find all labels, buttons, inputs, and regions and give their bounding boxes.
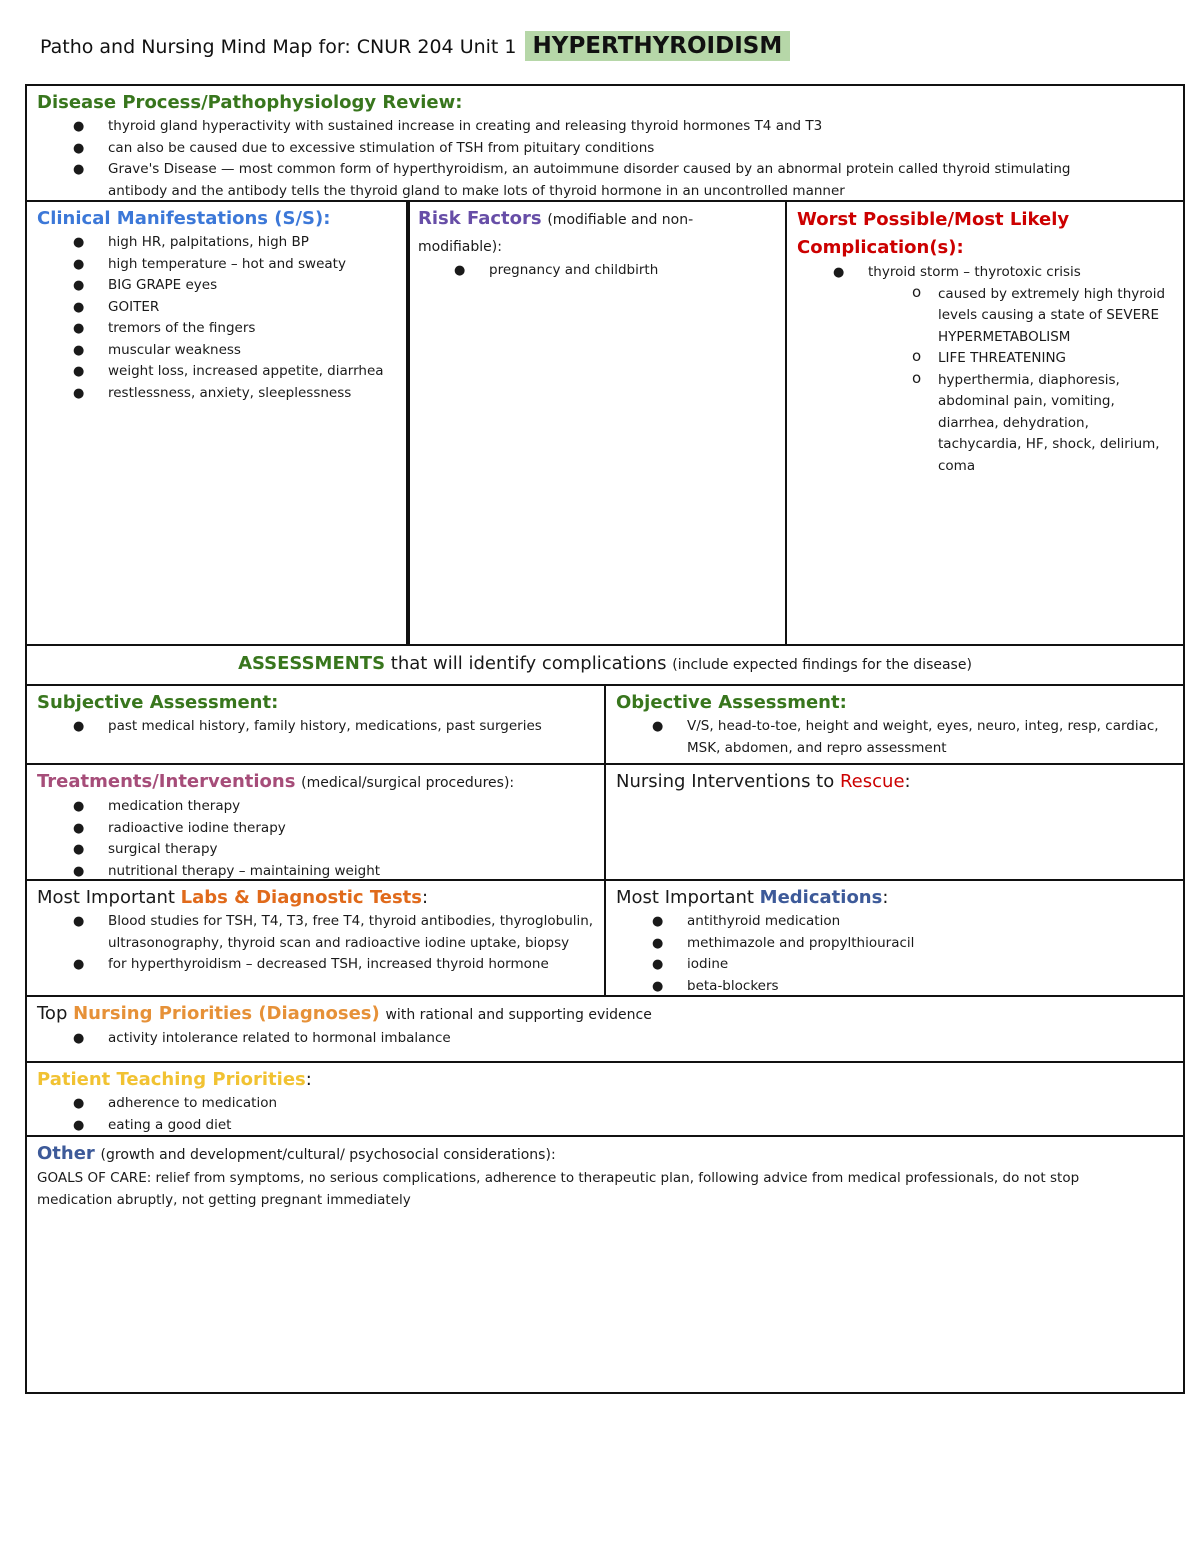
list-item: ● pregnancy and childbirth (418, 260, 775, 282)
meds-heading (616, 885, 1173, 911)
list-item: ● adherence to medication (37, 1093, 1173, 1115)
list-item: ● Grave's Disease — most common form of hyperthyroidism, an autoimmune disorder caused by an abnormal protein called thyroid stimulating antibody and the antibody tells the thyroid gland to make lots of thyroid hormone in an uncontrolled manner (37, 159, 1173, 202)
list-item: ● eating a good diet (37, 1115, 1173, 1137)
labs-word: Labs & Diagnostic Tests (180, 887, 422, 908)
assessments-sub: (include expected findings for the disease) (672, 657, 972, 673)
medications-section (604, 879, 1185, 997)
treatments-heading-line (37, 769, 594, 796)
list-item: ● can also be caused due to excessive stimulation of TSH from pituitary conditions (37, 138, 1173, 160)
list-item: ● surgical therapy (37, 839, 594, 861)
treatments-heading: Treatments/Interventions (37, 771, 296, 792)
list-item: ● medication therapy (37, 796, 594, 818)
list-item: ● iodine (616, 954, 1173, 976)
list-item: ● activity intolerance related to hormonal imbalance (37, 1028, 1173, 1050)
teaching-suffix: : (305, 1069, 312, 1090)
objective-heading: Objective Assessment: (616, 692, 847, 713)
list-item: ● past medical history, family history, medications, past surgeries (37, 716, 594, 738)
list-subitem: o LIFE THREATENING (867, 348, 1173, 370)
list-item: ● nutritional therapy – maintaining weight (37, 861, 594, 882)
rescue-prefix: Nursing Interventions to (616, 771, 835, 792)
treatments-subheading: (medical/surgical procedures): (301, 775, 515, 791)
page-title (40, 30, 790, 63)
objective-assessment-section (604, 684, 1185, 765)
treatments-section (25, 763, 606, 881)
list-item: ● high HR, palpitations, high BP (37, 232, 398, 254)
labs-heading (37, 885, 594, 911)
worst-complication-section (785, 200, 1185, 646)
list-subitem: o hyperthermia, diaphoresis, abdominal pain, vomiting, diarrhea, dehydration, tachycardia, HF, shock, delirium, coma (867, 370, 1173, 478)
list-item: ● methimazole and propylthiouracil (616, 933, 1173, 955)
labs-suffix: : (422, 887, 429, 908)
list-item: ● beta-blockers (616, 976, 1173, 998)
labs-prefix: Most Important (37, 887, 175, 908)
priorities-word: Nursing Priorities (Diagnoses) (73, 1003, 380, 1024)
list-item: ● radioactive iodine therapy (37, 818, 594, 840)
list-item: ● GOITER (37, 297, 398, 319)
nursing-priorities-section (25, 995, 1185, 1063)
list-item: ● antithyroid medication (616, 911, 1173, 933)
meds-suffix: : (882, 887, 889, 908)
other-word: Other (37, 1143, 95, 1164)
other-section (25, 1135, 1185, 1394)
priorities-rest: with rational and supporting evidence (385, 1007, 652, 1023)
title-prefix: Patho and Nursing Mind Map for: CNUR 204 Unit 1 (40, 36, 517, 58)
priorities-heading (37, 1001, 1173, 1028)
risk-heading-line (418, 206, 718, 260)
labs-section (25, 879, 606, 997)
assessments-rest: that will identify complications (390, 653, 667, 674)
rescue-suffix: : (904, 771, 911, 792)
disease-heading: Disease Process/Pathophysiology Review: (37, 92, 463, 113)
list-item: ● BIG GRAPE eyes (37, 275, 398, 297)
meds-word: Medications (759, 887, 883, 908)
other-subheading: (growth and development/cultural/ psychosocial considerations): (100, 1147, 556, 1163)
risk-factors-section (406, 200, 787, 646)
subjective-heading: Subjective Assessment: (37, 692, 279, 713)
list-item: ● weight loss, increased appetite, diarrhea (37, 361, 398, 383)
list-item: ● V/S, head-to-toe, height and weight, eyes, neuro, integ, resp, cardiac, MSK, abdomen, and repro assessment (616, 716, 1173, 759)
rescue-heading (616, 769, 1173, 795)
assessments-word: ASSESSMENTS (238, 653, 386, 674)
rescue-word: Rescue (839, 771, 905, 792)
subjective-assessment-section (25, 684, 606, 765)
clinical-manifestations-section (25, 200, 410, 646)
list-item: ● tremors of the fingers (37, 318, 398, 340)
patient-teaching-section (25, 1061, 1185, 1137)
meds-prefix: Most Important (616, 887, 754, 908)
goals-of-care-text: GOALS OF CARE: relief from symptoms, no serious complications, adherence to therapeutic plan, following advice from medical professionals, do not stop medication abruptly, not getting pregnant immediately (37, 1170, 1080, 1208)
list-item: ● thyroid gland hyperactivity with sustained increase in creating and releasing thyroid hormones T4 and T3 (37, 116, 1173, 138)
list-item: ● restlessness, anxiety, sleeplessness (37, 383, 398, 405)
assessments-banner (25, 644, 1185, 686)
teaching-heading (37, 1067, 1173, 1093)
list-subitem: o caused by extremely high thyroid levels causing a state of SEVERE HYPERMETABOLISM (867, 284, 1173, 349)
list-item: ● for hyperthyroidism – decreased TSH, increased thyroid hormone (37, 954, 594, 976)
priorities-prefix: Top (37, 1003, 68, 1024)
worst-heading: Worst Possible/Most Likely Complication(s): (797, 209, 1070, 258)
title-topic: HYPERTHYROIDISM (525, 31, 791, 61)
clinical-heading: Clinical Manifestations (S/S): (37, 208, 331, 229)
list-item: ● high temperature – hot and sweaty (37, 254, 398, 276)
list-item: ● thyroid storm – thyrotoxic crisis (797, 262, 1173, 284)
disease-process-section (25, 84, 1185, 202)
rescue-section (604, 763, 1185, 881)
risk-heading: Risk Factors (418, 208, 542, 229)
other-heading (37, 1141, 1173, 1168)
list-item: ● Blood studies for TSH, T4, T3, free T4, thyroid antibodies, thyroglobulin, ultrasonography, thyroid scan and radioactive iodine uptake, biopsy (37, 911, 594, 954)
list-item: ● muscular weakness (37, 340, 398, 362)
teaching-word: Patient Teaching Priorities (37, 1069, 306, 1090)
risk-subheading: (modifiable and non-modifiable): (418, 212, 694, 255)
